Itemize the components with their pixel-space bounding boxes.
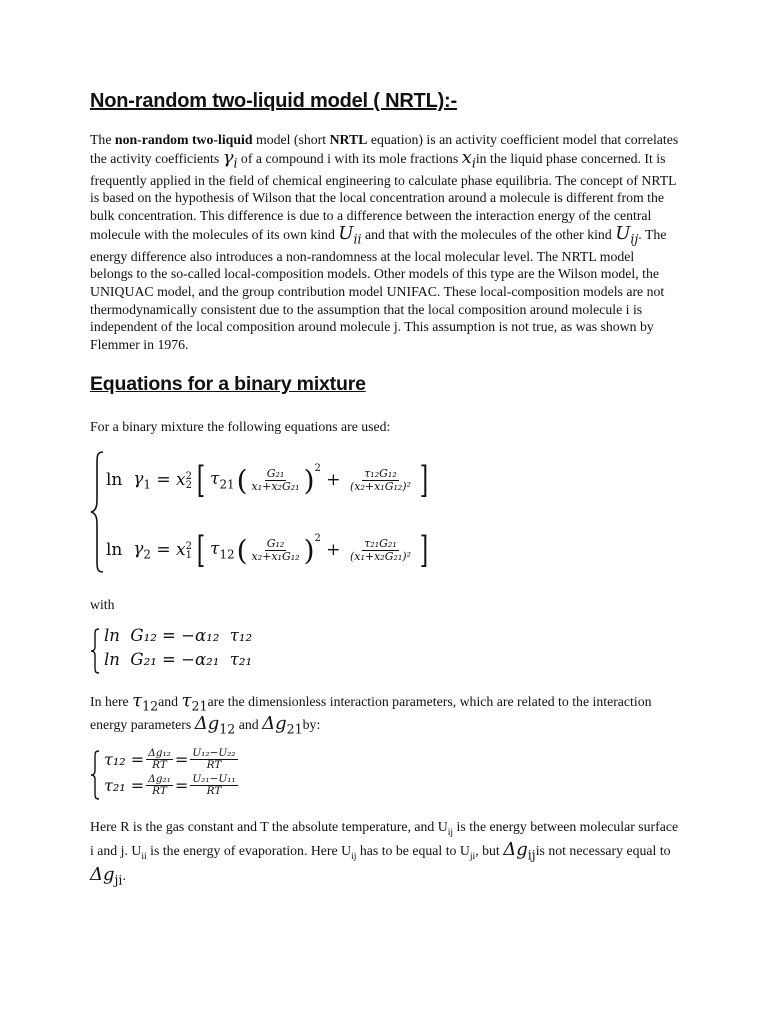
tau12-symbol: $\tau_{12}$ bbox=[210, 539, 235, 562]
square-exponent: 2 bbox=[314, 462, 321, 474]
tau21-lhs: τ₂₁ = bbox=[104, 775, 145, 795]
u-ii-symbol: $U_{ii}$ bbox=[338, 222, 362, 247]
text-run: in the liquid phase concerned. It is frequently applied in the field of chemical engineering to calculate phase equilibria. The concept of NRTL is based on the hypothesis of Wilson that the local concentration around a molecule is different from the bulk concentration. This difference is due to a difference between the interaction energy of the central molecule with the molecules of its own kind bbox=[90, 150, 677, 242]
equation-system-tau bbox=[90, 748, 330, 804]
equals-sign: = bbox=[174, 749, 189, 769]
square-exponent: 2 bbox=[314, 532, 321, 544]
subscript: ji bbox=[469, 850, 476, 862]
tau21-symbol: $\tau_{21}$ bbox=[210, 469, 235, 492]
gamma1-symbol: $\gamma_1$ bbox=[133, 469, 151, 492]
text-run: is the energy of evaporation. Here U bbox=[146, 843, 352, 859]
tau12-symbol: $\tau_{12}$ bbox=[132, 689, 159, 714]
fraction-tau12g12: $\frac{\text{τ₁₂G₁₂}}{\text{(x₂+x₁G₁₂)²}}$ bbox=[349, 466, 411, 493]
equation-tau12 bbox=[104, 748, 240, 771]
right-paren: ) bbox=[303, 463, 315, 497]
x2-squared: x 2 2 bbox=[176, 470, 192, 491]
tau21-symbol: $\tau_{21}$ bbox=[181, 689, 208, 714]
left-brace-icon bbox=[90, 750, 100, 800]
fraction-dg21-rt: $\frac{\text{Δg₂₁}}{RT}$ bbox=[148, 772, 171, 797]
text-run: are the dimensionless interaction parameters, which are related to the interaction energy parameters bbox=[90, 693, 652, 732]
equation-system-g bbox=[90, 624, 330, 678]
delta-g-ij-symbol: $\Delta g_{ij}$ bbox=[503, 839, 536, 863]
subscript: ii bbox=[141, 850, 147, 862]
equals-sign: = bbox=[174, 775, 189, 795]
subscript: ij bbox=[447, 826, 454, 838]
text-run: Here R is the gas constant and T the absolute temperature, and U bbox=[90, 818, 448, 834]
fraction-tau21g21: $\frac{\text{τ₂₁G₂₁}}{\text{(x₁+x₂G₂₁)²}}$ bbox=[349, 536, 411, 563]
page-title: Non-random two-liquid model ( NRTL):- bbox=[90, 90, 457, 112]
right-bracket: ] bbox=[419, 529, 429, 571]
text-run: . bbox=[122, 867, 126, 883]
bold-term: NRTL bbox=[329, 132, 368, 147]
equation-system-binary bbox=[90, 448, 450, 578]
with-label: with bbox=[90, 596, 115, 612]
text-run: and bbox=[158, 693, 182, 709]
text-run: by: bbox=[302, 716, 321, 732]
fraction-g12: $\frac{\text{G₁₂}}{\text{x₂+x₁G₁₂}}$ bbox=[251, 536, 300, 563]
bold-term: non-random two-liquid bbox=[114, 132, 253, 147]
text-run: has to be equal to U bbox=[356, 843, 470, 859]
ln-operator: ln bbox=[106, 540, 123, 561]
intro-paragraph bbox=[90, 131, 680, 353]
document-page bbox=[90, 90, 680, 889]
left-paren: ( bbox=[236, 463, 248, 497]
fraction-u-rt: $\frac{\text{U₁₂−U₂₂}}{RT}$ bbox=[192, 746, 236, 771]
delta-g21-symbol: $\Delta g_{21}$ bbox=[262, 712, 303, 737]
text-run: In here bbox=[90, 693, 133, 709]
plus-sign: + bbox=[326, 470, 341, 491]
text-run: , but bbox=[475, 843, 504, 859]
text-run: is the energy between molecular surface i and j. U bbox=[90, 818, 679, 859]
u-ij-symbol: $U_{ij}$ bbox=[615, 222, 639, 247]
x1-squared: x 2 1 bbox=[176, 540, 192, 561]
fraction-u-rt: $\frac{\text{U₂₁−U₁₁}}{RT}$ bbox=[192, 772, 236, 797]
right-paren: ) bbox=[303, 533, 315, 567]
equation-tau21 bbox=[104, 774, 240, 797]
tau12-lhs: τ₁₂ = bbox=[104, 749, 145, 769]
left-bracket: [ bbox=[196, 459, 206, 501]
right-bracket: ] bbox=[419, 459, 429, 501]
fraction-g21: $\frac{\text{G₂₁}}{\text{x₁+x₂G₂₁}}$ bbox=[251, 466, 300, 493]
left-brace-icon bbox=[90, 450, 104, 574]
text-run: equation) is an activity coefficient model that correlates the activity coefficients bbox=[90, 132, 679, 166]
left-paren: ( bbox=[236, 533, 248, 567]
left-bracket: [ bbox=[196, 529, 206, 571]
text-run: and bbox=[235, 716, 263, 732]
x-symbol: $x_i$ bbox=[461, 146, 476, 171]
delta-g-ji-symbol: $\Delta g_{ji}$ bbox=[90, 863, 123, 888]
equation-gamma2 bbox=[106, 530, 431, 571]
final-paragraph bbox=[90, 818, 680, 889]
text-run: is not necessary equal to bbox=[535, 843, 671, 859]
section-heading-binary: Equations for a binary mixture bbox=[90, 373, 366, 396]
text-run: of a compound i with its mole fractions bbox=[237, 150, 462, 166]
binary-intro: For a binary mixture the following equations are used: bbox=[90, 419, 391, 435]
equals-sign: = bbox=[156, 470, 171, 491]
equation-g12: ln G₁₂ = −α₁₂ τ₁₂ bbox=[104, 625, 253, 645]
text-run: The bbox=[90, 132, 115, 147]
text-run: and that with the molecules of the other kind bbox=[361, 226, 616, 242]
gamma2-symbol: $\gamma_2$ bbox=[133, 539, 151, 562]
fraction-dg12-rt: $\frac{\text{Δg₁₂}}{RT}$ bbox=[148, 746, 171, 771]
equation-gamma1 bbox=[106, 460, 431, 501]
ln-operator: ln bbox=[106, 470, 123, 491]
left-brace-icon bbox=[90, 628, 100, 674]
text-run: . The energy difference also introduces a non-randomness at the local molecular level. The NRTL model belongs to the so-called local-composition models. Other models of this type are the Wilson model, the UNIQUAC model, and the group contribution model UNIFAC. These local-composition models are not thermodynamically consistent due to the assumption that the local composition around molecule i is independent of the local composition around molecule j. This assumption is not true, as was shown by Flemmer in 1976. bbox=[90, 226, 667, 352]
equals-sign: = bbox=[156, 540, 171, 561]
equation-g21: ln G₂₁ = −α₂₁ τ₂₁ bbox=[104, 649, 253, 669]
parameters-paragraph bbox=[90, 689, 680, 738]
delta-g12-symbol: $\Delta g_{12}$ bbox=[194, 712, 236, 737]
subscript: ij bbox=[351, 850, 357, 862]
gamma-symbol: $\gamma_i$ bbox=[222, 146, 238, 171]
plus-sign: + bbox=[326, 540, 341, 561]
text-run: model (short bbox=[252, 132, 330, 147]
